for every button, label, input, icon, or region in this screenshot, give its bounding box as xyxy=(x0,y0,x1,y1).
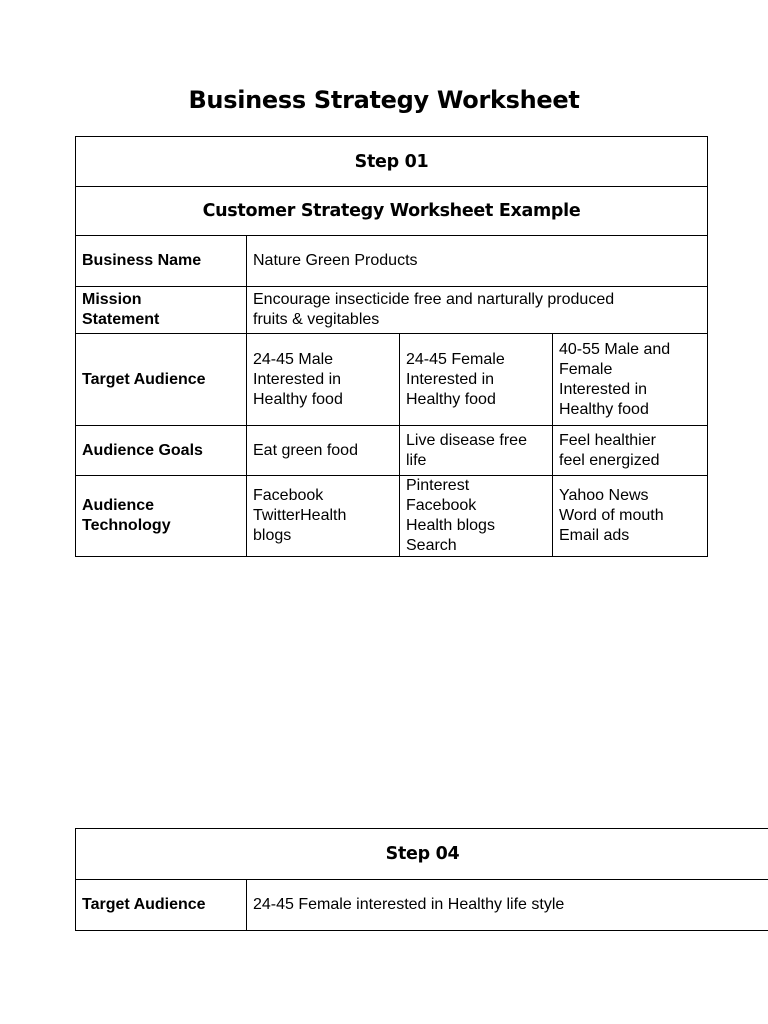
audience-technology-row xyxy=(76,476,708,557)
business-name-value: Nature Green Products xyxy=(247,236,708,287)
audience-goals-value: Eat green food xyxy=(247,426,400,476)
target-audience-value: 24-45 Female Interested in Healthy food xyxy=(400,334,553,426)
audience-goals-row xyxy=(76,426,708,476)
audience-goals-value: Live disease free life xyxy=(400,426,553,476)
page-title: Business Strategy Worksheet xyxy=(188,86,580,114)
audience-goals-value: Feel healthier feel energized xyxy=(553,426,708,476)
target-audience-row xyxy=(76,334,708,426)
audience-technology-value: Yahoo News Word of mouth Email ads xyxy=(553,476,708,557)
step04-heading-row xyxy=(76,829,768,880)
step04-heading: Step 04 xyxy=(76,829,768,880)
step04-target-audience-label: Target Audience xyxy=(76,880,247,931)
target-audience-value: 24-45 Male Interested in Healthy food xyxy=(247,334,400,426)
step01-subheading: Customer Strategy Worksheet Example xyxy=(76,187,708,236)
business-name-label: Business Name xyxy=(76,236,247,287)
business-name-row xyxy=(76,236,708,287)
step04-target-audience-value: 24-45 Female interested in Healthy life style xyxy=(247,880,768,931)
target-audience-label: Target Audience xyxy=(76,334,247,426)
target-audience-value: 40-55 Male and Female Interested in Healthy food xyxy=(553,334,708,426)
step04-table xyxy=(75,828,768,931)
step04-target-audience-row xyxy=(76,880,768,931)
audience-technology-label: Audience Technology xyxy=(76,476,247,557)
audience-technology-value: Facebook TwitterHealth blogs xyxy=(247,476,400,557)
mission-statement-value: Encourage insecticide free and narturally produced fruits & vegitables xyxy=(247,287,708,334)
step01-heading-row xyxy=(76,137,708,187)
mission-statement-row xyxy=(76,287,708,334)
step01-table xyxy=(75,136,708,557)
audience-technology-value: Pinterest Facebook Health blogs Search xyxy=(400,476,553,557)
step01-heading: Step 01 xyxy=(76,137,708,187)
audience-goals-label: Audience Goals xyxy=(76,426,247,476)
mission-statement-label: Mission Statement xyxy=(76,287,247,334)
step01-subheading-row xyxy=(76,187,708,236)
